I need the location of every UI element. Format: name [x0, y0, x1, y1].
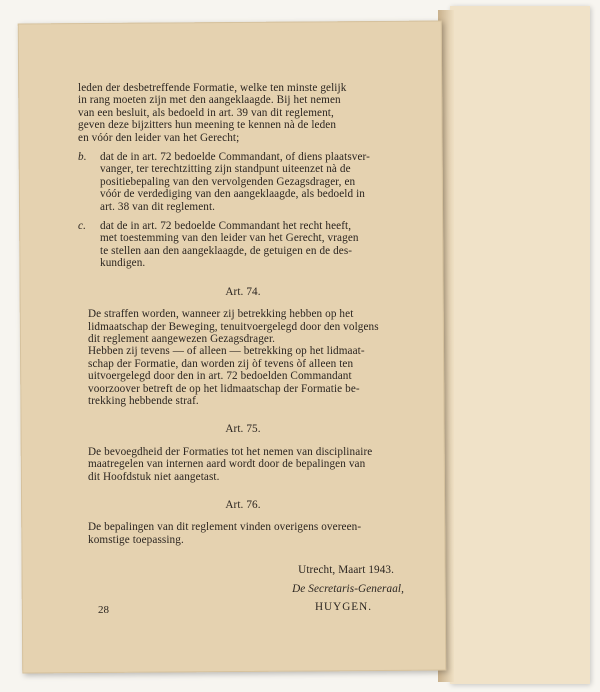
article-heading-76: Art. 76.: [225, 498, 261, 511]
text-line: vanger, ter terechtzitting zijn standpunt uiteenzet nà de: [100, 163, 351, 176]
item-letter: b.: [78, 151, 87, 164]
text-line: dat de in art. 72 bedoelde Commandant het recht heeft,: [100, 220, 352, 233]
text-line: in rang moeten zijn met den aangeklaagde. Bij het nemen: [78, 94, 341, 107]
text-line: dit Hoofdstuk niet aangetast.: [88, 470, 220, 483]
paragraph-continuation: [78, 82, 408, 144]
text-line: positiebepaling van den vervolgenden Gezagsdrager, en: [100, 175, 356, 188]
text-line: geven deze bijzitters hun meening te kennen nà de leden: [78, 119, 337, 132]
text-line: maatregelen van internen aard wordt door de bepalingen van: [88, 458, 366, 471]
list-item-b: [78, 151, 408, 213]
text-line: lidmaatschap der Beweging, tenuitvoergelegd door den volgens: [88, 320, 379, 333]
article-heading-74: Art. 74.: [225, 285, 261, 298]
text-line: met toestemming van den leider van het Gerecht, vragen: [100, 232, 359, 245]
page-text: [78, 82, 408, 613]
text-line: art. 38 van dit reglement.: [100, 200, 216, 213]
text-line: te stellen aan den aangeklaagde, de getuigen en de des-: [100, 244, 353, 257]
text-line: vóór de verdediging van den aangeklaagde, als bedoeld in: [100, 188, 365, 201]
text-line: uitvoergelegd door den in art. 72 bedoelden Commandant: [88, 370, 352, 383]
paragraph: [78, 521, 408, 546]
text-line: trekking hebbende straf.: [88, 394, 199, 407]
text-line: leden der desbetreffende Formatie, welke ten minste gelijk: [78, 82, 347, 94]
paragraph: [78, 345, 408, 407]
paragraph: [78, 308, 408, 345]
item-letter: c.: [78, 220, 86, 233]
text-line: De bepalingen van dit reglement vinden overigens overeen-: [88, 521, 362, 534]
text-line: dit reglement aangewezen Gezagsdrager.: [88, 332, 276, 345]
text-line: kundigen.: [100, 257, 146, 270]
text-line: De bevoegdheid der Formaties tot het nemen van disciplinaire: [88, 445, 373, 458]
signature-title: De Secretaris-Generaal,: [292, 582, 404, 595]
text-line: Hebben zij tevens — of alleen — betrekking op het lidmaat-: [88, 345, 365, 358]
page-number: 28: [98, 604, 109, 616]
text-line: schap der Formatie, dan worden zij òf tevens òf alleen ten: [88, 357, 354, 370]
text-line: en vóór den leider van het Gerecht;: [78, 131, 240, 144]
article-heading-75: Art. 75.: [225, 423, 261, 436]
list-item-c: [78, 220, 408, 270]
text-line: komstige toepassing.: [88, 533, 184, 546]
paragraph: [78, 446, 408, 483]
text-line: voorzoover betreft de op het lidmaatschap der Formatie be-: [88, 382, 360, 395]
text-line: van een besluit, als bedoeld in art. 39 van dit reglement,: [78, 106, 334, 119]
signature-place-date: Utrecht, Maart 1943.: [298, 564, 394, 577]
signature-name: HUYGEN.: [314, 601, 372, 613]
text-line: dat de in art. 72 bedoelde Commandant, of diens plaatsver-: [100, 151, 370, 164]
right-page: [450, 6, 590, 684]
text-line: De straffen worden, wanneer zij betrekking hebben op het: [88, 308, 354, 321]
